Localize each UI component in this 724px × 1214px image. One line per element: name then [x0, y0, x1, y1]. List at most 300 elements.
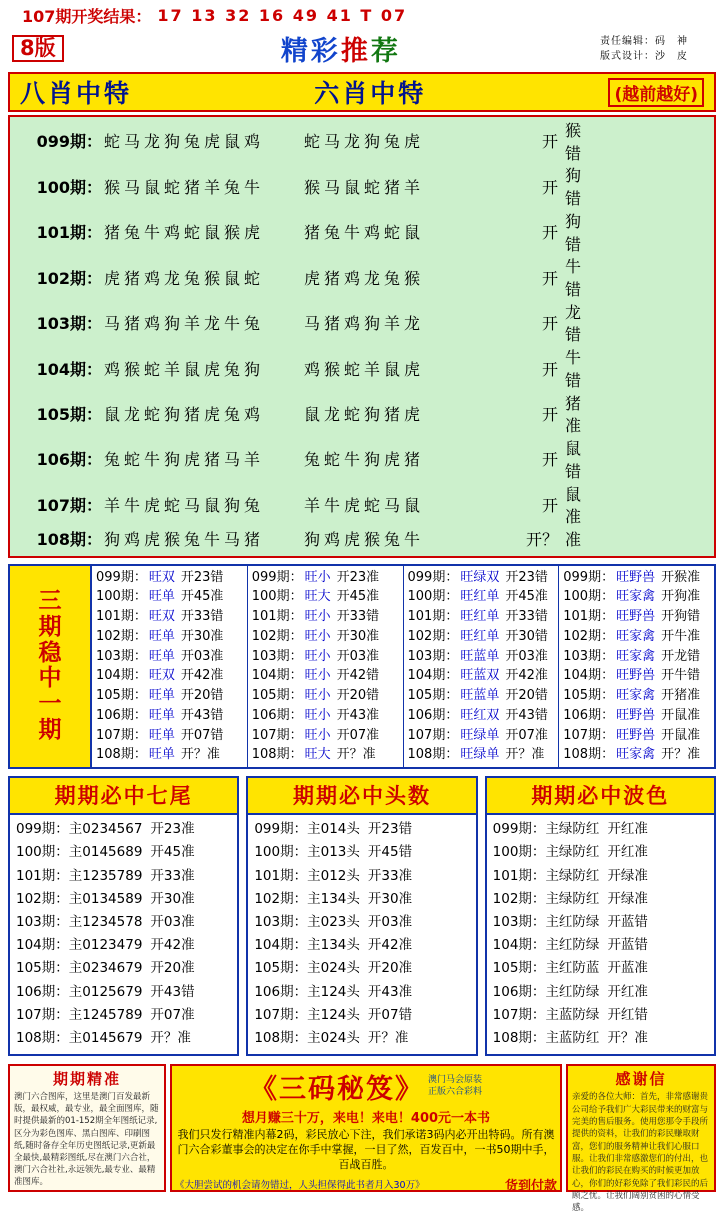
trio-line — [493, 934, 710, 957]
outcome-value: 开绿准 — [607, 867, 648, 884]
outcome-value: 开牛准 — [661, 628, 701, 644]
zodiac-row-set-six: 鼠龙蛇狗猪虎 — [304, 404, 425, 424]
zodiac-row-open: 开 — [541, 132, 558, 152]
prediction-value: 主蓝防绿 — [545, 1006, 600, 1023]
three-period-line — [408, 647, 557, 667]
edition-badge: 8版 — [12, 35, 64, 62]
zodiac-row-open: 开 — [541, 450, 558, 470]
period-label: 103期： — [16, 914, 69, 931]
prediction-value: 旺野兽 — [616, 668, 656, 684]
prediction-value: 主0125679 — [68, 983, 143, 1000]
zodiac-row-result: 牛错 — [564, 257, 581, 300]
ad-right — [566, 1064, 716, 1214]
outcome-value: 开狗错 — [661, 609, 701, 625]
prediction-value: 旺家禽 — [616, 648, 656, 664]
zodiac-row-set-six: 羊牛虎蛇马鼠 — [304, 495, 425, 515]
outcome-value: 开45准 — [150, 844, 195, 861]
period-label: 104期： — [16, 937, 69, 954]
outcome-value: 开30准 — [150, 890, 195, 907]
prediction-value: 旺单 — [148, 688, 175, 704]
zodiac-row-set-eight: 狗鸡虎猴兔牛马猪 — [104, 529, 265, 549]
trio-line — [254, 1004, 471, 1027]
period-label: 105期： — [563, 688, 615, 704]
trio-line — [493, 841, 710, 864]
outcome-value: 开03准 — [367, 914, 413, 931]
draw-result-numbers: 17 13 32 16 49 41 T 07 — [157, 6, 408, 25]
zodiac-row — [12, 393, 712, 438]
outcome-value: 开07错 — [367, 1006, 413, 1023]
three-period-line — [252, 686, 401, 706]
trio-column-body — [487, 815, 714, 1054]
period-label: 102期： — [407, 628, 459, 644]
ad-center-side-bottom: 正版六合彩料 — [427, 1086, 482, 1097]
prediction-value: 旺小 — [304, 668, 331, 684]
prediction-value: 旺双 — [148, 609, 175, 625]
period-label: 105期： — [407, 688, 459, 704]
trio-column-title: 期期必中七尾 — [10, 778, 237, 815]
prediction-value: 旺小 — [304, 569, 331, 585]
three-period-line — [252, 627, 401, 647]
outcome-value: 开红准 — [607, 983, 648, 1000]
three-period-line — [408, 726, 557, 746]
prediction-value: 旺蓝双 — [460, 668, 500, 684]
prediction-value: 主124头 — [307, 983, 360, 1000]
period-label: 104期： — [96, 668, 147, 684]
prediction-value: 主024头 — [307, 1030, 360, 1047]
prediction-value: 旺小 — [304, 648, 331, 664]
trio-column — [485, 776, 716, 1056]
zodiac-row-set-six: 虎猪鸡龙兔猴 — [304, 268, 425, 288]
three-period-line — [563, 607, 712, 627]
zodiac-row-set-six: 马猪鸡狗羊龙 — [304, 314, 425, 334]
outcome-value: 开42准 — [180, 668, 224, 684]
trio-column — [8, 776, 239, 1056]
prediction-value: 主红防蓝 — [545, 960, 600, 977]
prediction-value: 主023头 — [307, 914, 360, 931]
trio-line — [16, 957, 233, 980]
outcome-value: 开07准 — [505, 727, 548, 743]
ad-center-header — [175, 1067, 557, 1106]
trio-column-body — [10, 815, 237, 1054]
period-label: 104期： — [254, 937, 308, 954]
prediction-value: 主134头 — [307, 937, 360, 954]
outcome-value: 开42准 — [150, 937, 195, 954]
period-label: 100期： — [251, 589, 303, 605]
prediction-value: 旺单 — [148, 727, 175, 743]
section-title-bar — [8, 72, 716, 112]
trio-line — [254, 981, 471, 1004]
zodiac-row-open: 开？ — [525, 529, 558, 549]
three-period-line — [252, 745, 401, 765]
period-label: 099期： — [563, 569, 615, 585]
prediction-value: 旺蓝单 — [460, 648, 500, 664]
outcome-value: 开红错 — [607, 1006, 648, 1023]
ad-center-line2: 想月赚三十万，来电！来电！400元一本书 — [241, 1111, 491, 1127]
zodiac-row-result: 狗错 — [564, 211, 581, 254]
trio-line — [493, 981, 710, 1004]
page-title-part3: 荐 — [370, 36, 401, 67]
outcome-value: 开07准 — [150, 1006, 195, 1023]
zodiac-row — [12, 165, 712, 210]
zodiac-row-result: 鼠准 — [564, 484, 581, 527]
period-label: 106期： — [16, 983, 69, 1000]
period-label: 104期： — [251, 668, 303, 684]
prediction-value: 旺红单 — [460, 589, 500, 605]
outcome-value: 开？准 — [180, 747, 220, 763]
period-label: 106期： — [407, 707, 459, 723]
zodiac-row-period: 100期： — [36, 177, 102, 197]
outcome-value: 开03准 — [505, 648, 548, 664]
trio-line — [16, 865, 233, 888]
outcome-value: 开33错 — [505, 609, 548, 625]
zodiac-row — [12, 484, 712, 529]
zodiac-row-result: 狗错 — [564, 166, 581, 209]
prediction-value: 旺绿单 — [460, 747, 500, 763]
outcome-value: 开鼠准 — [661, 727, 701, 743]
period-label: 108期： — [251, 747, 303, 763]
outcome-value: 开23错 — [367, 821, 413, 838]
period-label: 103期： — [492, 914, 546, 931]
three-period-line — [96, 568, 245, 588]
period-label: 107期： — [563, 727, 615, 743]
three-period-line — [408, 607, 557, 627]
prediction-value: 旺小 — [304, 707, 331, 723]
prediction-value: 主绿防红 — [545, 890, 600, 907]
prediction-value: 主1234578 — [68, 914, 143, 931]
zodiac-row-set-six: 猴马鼠蛇猪羊 — [304, 177, 425, 197]
prediction-value: 旺家禽 — [616, 589, 656, 605]
prediction-value: 主红防绿 — [545, 914, 600, 931]
ad-right-body: 亲爱的各位大师：首先，非常感谢贵公司给予我们广大彩民带来的财富与完美的售后服务。使用您那令手段所提供的资料，让我们的彩民赚取财富，您们的服务精神让我们心服口服。让我们非常感激您们的付出，也让我们的彩民在购买的时候更加放心，你们的好彩免除了我们彩民的后顾之忧。让我们阔别贫困的心情受感。 — [572, 1092, 709, 1214]
outcome-value: 开20准 — [367, 960, 413, 977]
prediction-value: 主红防绿 — [545, 937, 600, 954]
period-label: 106期： — [563, 707, 615, 723]
three-period-line — [252, 726, 401, 746]
prediction-value: 主024头 — [307, 960, 360, 977]
period-label: 099期： — [407, 569, 459, 585]
period-label: 104期： — [492, 937, 546, 954]
trio-line — [493, 957, 710, 980]
prediction-value: 旺野兽 — [616, 569, 656, 585]
period-label: 099期： — [96, 569, 147, 585]
outcome-value: 开蓝错 — [607, 937, 648, 954]
outcome-value: 开30准 — [367, 890, 413, 907]
outcome-value: 开20错 — [505, 688, 548, 704]
zodiac-row-period: 105期： — [36, 404, 102, 424]
zodiac-row-set-eight: 蛇马龙狗兔虎鼠鸡 — [104, 132, 265, 152]
page-title — [82, 29, 600, 68]
three-period-line — [563, 647, 712, 667]
credits — [600, 34, 718, 64]
page-title-part2: 推 — [340, 36, 371, 67]
prediction-value: 旺小 — [304, 727, 331, 743]
period-label: 101期： — [563, 609, 615, 625]
zodiac-row-open: 开 — [541, 359, 558, 379]
three-period-line — [96, 627, 245, 647]
three-period-column — [559, 566, 714, 768]
period-label: 107期： — [251, 727, 303, 743]
prediction-value: 旺家禽 — [616, 628, 656, 644]
period-label: 101期： — [16, 867, 69, 884]
zodiac-row — [12, 256, 712, 301]
title-six-zodiac: 六肖中特 — [314, 79, 427, 108]
prediction-value: 旺红单 — [460, 628, 500, 644]
period-label: 101期： — [407, 609, 459, 625]
prediction-value: 主0134589 — [68, 890, 143, 907]
prediction-value: 主0234567 — [68, 821, 143, 838]
period-label: 108期： — [492, 1030, 546, 1047]
period-label: 102期： — [251, 628, 303, 644]
period-label: 100期： — [492, 844, 546, 861]
period-label: 105期： — [96, 688, 147, 704]
three-period-line — [96, 587, 245, 607]
outcome-value: 开20准 — [150, 960, 195, 977]
outcome-value: 开23准 — [336, 569, 380, 585]
prediction-value: 旺绿单 — [460, 727, 500, 743]
three-period-line — [252, 666, 401, 686]
trio-line — [16, 911, 233, 934]
three-period-line — [563, 568, 712, 588]
trio-line — [16, 981, 233, 1004]
outcome-value: 开43错 — [505, 707, 548, 723]
prediction-value: 主绿防红 — [545, 821, 600, 838]
outcome-value: 开42准 — [367, 937, 413, 954]
zodiac-row-open: 开 — [541, 404, 558, 424]
prediction-value: 旺小 — [304, 609, 331, 625]
prediction-value: 旺绿双 — [460, 569, 500, 585]
draw-result-label: 107期开奖结果： — [22, 7, 152, 26]
period-label: 108期： — [254, 1030, 308, 1047]
three-period-line — [563, 666, 712, 686]
period-label: 105期： — [251, 688, 303, 704]
trio-line — [254, 888, 471, 911]
period-label: 106期： — [251, 707, 303, 723]
trio-column-title: 期期必中头数 — [248, 778, 475, 815]
ad-right-title: 感谢信 — [615, 1070, 667, 1089]
outcome-value: 开绿准 — [607, 890, 648, 907]
prediction-value: 主蓝防红 — [545, 1030, 600, 1047]
period-label: 102期： — [563, 628, 615, 644]
outcome-value: 开07错 — [180, 727, 224, 743]
three-period-line — [96, 745, 245, 765]
outcome-value: 开蓝错 — [607, 914, 648, 931]
title-note: (越前越好) — [608, 78, 704, 107]
period-label: 101期： — [251, 609, 303, 625]
outcome-value: 开45准 — [336, 589, 380, 605]
three-period-line — [252, 568, 401, 588]
period-label: 103期： — [96, 648, 147, 664]
prediction-value: 主绿防红 — [545, 844, 600, 861]
period-label: 107期： — [492, 1006, 546, 1023]
period-label: 106期： — [254, 983, 308, 1000]
outcome-value: 开蓝准 — [607, 960, 648, 977]
zodiac-row-open: 开 — [541, 495, 558, 515]
period-label: 105期： — [16, 960, 69, 977]
zodiac-row — [12, 211, 712, 256]
prediction-value: 旺红单 — [460, 609, 500, 625]
outcome-value: 开30准 — [336, 628, 380, 644]
prediction-value: 主014头 — [307, 821, 360, 838]
title-eight-zodiac: 八肖中特 — [20, 79, 133, 108]
prediction-value: 主012头 — [307, 867, 360, 884]
period-label: 108期： — [563, 747, 615, 763]
prediction-value: 旺野兽 — [616, 707, 656, 723]
trio-line — [254, 865, 471, 888]
prediction-value: 主0234679 — [68, 960, 143, 977]
outcome-value: 开红准 — [607, 821, 648, 838]
three-period-line — [96, 686, 245, 706]
ad-left — [8, 1064, 166, 1192]
period-label: 107期： — [254, 1006, 308, 1023]
zodiac-row-open: 开 — [541, 223, 558, 243]
ad-left-title: 期期精准 — [52, 1070, 121, 1089]
ad-center-line4 — [175, 1175, 557, 1194]
three-period-line — [563, 706, 712, 726]
outcome-value: 开23错 — [505, 569, 548, 585]
prediction-value: 旺单 — [148, 648, 175, 664]
prediction-value: 旺双 — [148, 668, 175, 684]
period-label: 107期： — [96, 727, 147, 743]
outcome-value: 开43准 — [336, 707, 380, 723]
trio-line — [254, 818, 471, 841]
outcome-value: 开？准 — [505, 747, 545, 763]
trio-line — [16, 818, 233, 841]
zodiac-row-result: 龙错 — [564, 302, 581, 345]
trio-line — [254, 841, 471, 864]
period-label: 102期： — [96, 628, 147, 644]
prediction-value: 旺大 — [304, 589, 331, 605]
zodiac-row-result: 鼠错 — [564, 439, 581, 481]
period-label: 101期： — [96, 609, 147, 625]
ad-row — [8, 1064, 716, 1214]
period-label: 103期： — [407, 648, 459, 664]
ad-center-side-top: 澳门马会原装 — [427, 1075, 482, 1086]
outcome-value: 开33错 — [336, 609, 380, 625]
prediction-value: 主124头 — [307, 1006, 360, 1023]
three-period-line — [96, 706, 245, 726]
trio-line — [254, 934, 471, 957]
trio-line — [16, 934, 233, 957]
zodiac-row-period: 101期： — [36, 223, 102, 243]
three-period-line — [408, 706, 557, 726]
period-label: 108期： — [407, 747, 459, 763]
prediction-value: 主绿防红 — [545, 867, 600, 884]
trio-line — [254, 957, 471, 980]
period-label: 102期： — [16, 890, 69, 907]
outcome-value: 开23准 — [150, 821, 195, 838]
period-label: 100期： — [407, 589, 459, 605]
prediction-value: 旺野兽 — [616, 727, 656, 743]
zodiac-row — [12, 347, 712, 392]
zodiac-row-period: 104期： — [36, 359, 102, 379]
outcome-value: 开42准 — [505, 668, 548, 684]
three-period-line — [408, 686, 557, 706]
three-period-line — [408, 568, 557, 588]
ad-center-line4-note: 《大胆尝试的机会请勿错过，人头担保得此书者月入30万》 — [175, 1180, 425, 1192]
credit-editor: 责任编辑：码 神 — [600, 35, 688, 47]
zodiac-row-set-eight: 虎猪鸡龙兔猴鼠蛇 — [104, 268, 265, 288]
outcome-value: 开狗准 — [661, 589, 701, 605]
period-label: 108期： — [16, 1030, 69, 1047]
trio-line — [16, 888, 233, 911]
period-label: 100期： — [16, 844, 69, 861]
prediction-value: 主0145689 — [68, 844, 143, 861]
three-period-line — [563, 686, 712, 706]
zodiac-row — [12, 529, 712, 552]
trio-column-body — [248, 815, 475, 1054]
three-period-column — [92, 566, 248, 768]
outcome-value: 开牛错 — [661, 668, 701, 684]
outcome-value: 开？准 — [661, 747, 701, 763]
period-label: 099期： — [251, 569, 303, 585]
three-period-line — [96, 726, 245, 746]
outcome-value: 开45准 — [505, 589, 548, 605]
trio-column — [246, 776, 477, 1056]
period-label: 102期： — [254, 890, 308, 907]
period-label: 099期： — [492, 821, 546, 838]
zodiac-row-result: 猴错 — [564, 121, 581, 163]
prediction-value: 主013头 — [307, 844, 360, 861]
zodiac-row-set-six: 兔蛇牛狗虎猪 — [304, 450, 425, 470]
trio-line — [493, 888, 710, 911]
period-label: 107期： — [407, 727, 459, 743]
outcome-value: 开23错 — [180, 569, 224, 585]
outcome-value: 开43错 — [150, 983, 195, 1000]
trio-line — [16, 841, 233, 864]
zodiac-row-period: 108期： — [36, 529, 102, 549]
zodiac-row-open: 开 — [541, 268, 558, 288]
ad-center-title: 《三码秘笈》 — [249, 1074, 424, 1106]
period-label: 103期： — [251, 648, 303, 664]
outcome-value: 开45错 — [367, 844, 413, 861]
trio-line — [16, 1027, 233, 1050]
prediction-value: 旺单 — [148, 747, 175, 763]
trio-line — [254, 1027, 471, 1050]
period-label: 101期： — [492, 867, 546, 884]
outcome-value: 开？准 — [607, 1030, 648, 1047]
prediction-value: 主0145679 — [68, 1030, 143, 1047]
three-period-line — [252, 706, 401, 726]
three-period-line — [252, 607, 401, 627]
zodiac-row-set-six: 狗鸡虎猴兔牛 — [304, 529, 425, 549]
outcome-value: 开猴准 — [661, 569, 701, 585]
period-label: 099期： — [254, 821, 308, 838]
three-period-line — [408, 587, 557, 607]
outcome-value: 开43错 — [180, 707, 224, 723]
three-period-line — [563, 627, 712, 647]
outcome-value: 开07准 — [336, 727, 380, 743]
period-label: 100期： — [563, 589, 615, 605]
prediction-value: 主1245789 — [68, 1006, 143, 1023]
outcome-value: 开？准 — [336, 747, 376, 763]
three-period-line — [563, 587, 712, 607]
trio-line — [493, 865, 710, 888]
outcome-value: 开33错 — [180, 609, 224, 625]
outcome-value: 开30错 — [505, 628, 548, 644]
outcome-value: 开红准 — [607, 844, 648, 861]
ad-left-body: 澳门六合图库，这里是澳门百发最新版，最权威，最专业，最全面图库，随时提供最新的01-152期全年图纸记录,区分为彩色图库、黑白图库、印刷图纸,随时备存全年历史图纸记录,更新最全最快,最精彩图纸,尽在澳门六合社，澳门六合社社,永远领先,最专业、最精准图库。 — [14, 1092, 159, 1187]
zodiac-row-period: 099期： — [36, 132, 102, 152]
three-period-line — [408, 627, 557, 647]
prediction-value: 旺单 — [148, 707, 175, 723]
trio-column-title: 期期必中波色 — [487, 778, 714, 815]
zodiac-row-set-eight: 猴马鼠蛇猪羊兔牛 — [104, 177, 265, 197]
zodiac-row-set-eight: 鸡猴蛇羊鼠虎兔狗 — [104, 359, 265, 379]
prediction-value: 旺单 — [148, 628, 175, 644]
outcome-value: 开鼠准 — [661, 707, 701, 723]
prediction-value: 主0123479 — [68, 937, 143, 954]
prediction-value: 旺大 — [304, 747, 331, 763]
